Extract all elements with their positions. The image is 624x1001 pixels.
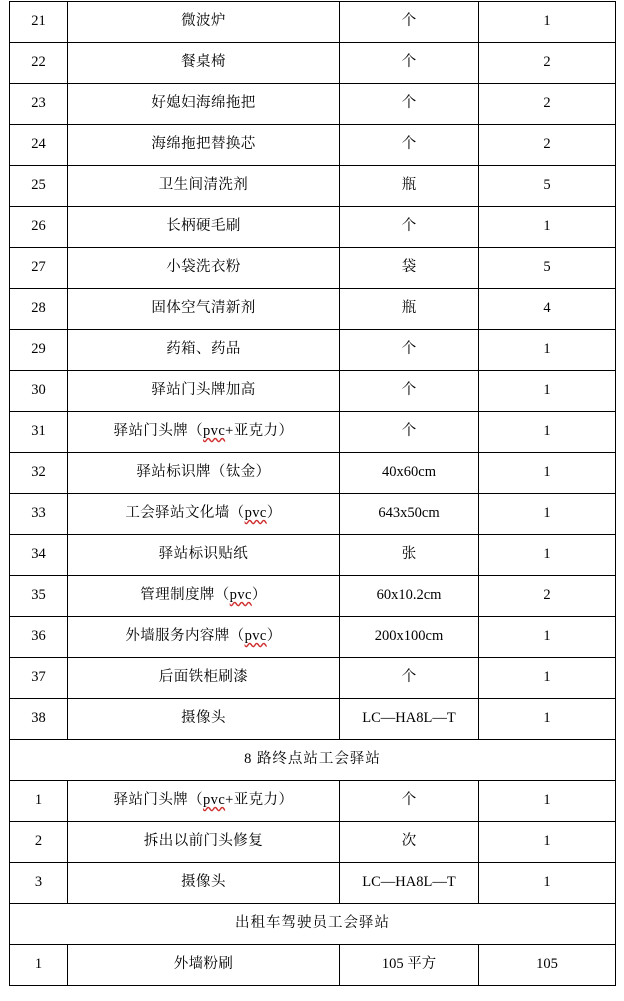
table-row (10, 494, 616, 535)
table-row (10, 289, 616, 330)
cell-name: 卫生间清洗剂 (68, 166, 340, 207)
cell-unit: 个 (340, 330, 479, 371)
cell-name: 后面铁柜刷漆 (68, 658, 340, 699)
cell-qty: 1 (479, 535, 616, 576)
cell-name: 药箱、药品 (68, 330, 340, 371)
cell-name: 摄像头 (68, 863, 340, 904)
cell-qty: 105 (479, 945, 616, 986)
table-row (10, 371, 616, 412)
cell-no: 3 (10, 863, 68, 904)
cell-name: 驿站门头牌加高 (68, 371, 340, 412)
cell-no: 24 (10, 125, 68, 166)
table-row (10, 84, 616, 125)
cell-unit: 个 (340, 371, 479, 412)
table-row (10, 43, 616, 84)
cell-qty: 1 (479, 330, 616, 371)
section-title: 8 路终点站工会驿站 (10, 740, 616, 781)
cell-qty: 5 (479, 248, 616, 289)
cell-name: 管理制度牌（pvc） (68, 576, 340, 617)
table-row (10, 248, 616, 289)
section-title: 出租车驾驶员工会驿站 (10, 904, 616, 945)
table-row (10, 658, 616, 699)
cell-no: 21 (10, 2, 68, 43)
table-row (10, 863, 616, 904)
cell-qty: 1 (479, 617, 616, 658)
table-row (10, 576, 616, 617)
table-row (10, 166, 616, 207)
cell-unit: 个 (340, 84, 479, 125)
cell-no: 28 (10, 289, 68, 330)
cell-no: 1 (10, 781, 68, 822)
cell-unit: 40x60cm (340, 453, 479, 494)
cell-name: 长柄硬毛刷 (68, 207, 340, 248)
cell-no: 23 (10, 84, 68, 125)
cell-name: 外墙粉刷 (68, 945, 340, 986)
cell-no: 25 (10, 166, 68, 207)
cell-name: 工会驿站文化墙（pvc） (68, 494, 340, 535)
cell-name: 微波炉 (68, 2, 340, 43)
table-row (10, 453, 616, 494)
cell-qty: 2 (479, 576, 616, 617)
document-page (0, 1, 624, 1001)
cell-qty: 1 (479, 453, 616, 494)
cell-unit: 60x10.2cm (340, 576, 479, 617)
table-row (10, 822, 616, 863)
cell-unit: 个 (340, 412, 479, 453)
cell-qty: 2 (479, 43, 616, 84)
cell-unit: 105 平方 (340, 945, 479, 986)
cell-qty: 1 (479, 863, 616, 904)
cell-no: 36 (10, 617, 68, 658)
table-row (10, 412, 616, 453)
cell-no: 37 (10, 658, 68, 699)
cell-no: 31 (10, 412, 68, 453)
table-body (10, 2, 616, 986)
cell-qty: 4 (479, 289, 616, 330)
cell-name: 外墙服务内容牌（pvc） (68, 617, 340, 658)
table-row (10, 330, 616, 371)
table-section-row (10, 740, 616, 781)
cell-no: 34 (10, 535, 68, 576)
cell-no: 1 (10, 945, 68, 986)
cell-unit: 个 (340, 125, 479, 166)
cell-unit: 瓶 (340, 289, 479, 330)
cell-name: 摄像头 (68, 699, 340, 740)
cell-qty: 2 (479, 125, 616, 166)
table-row (10, 2, 616, 43)
cell-qty: 1 (479, 2, 616, 43)
cell-no: 33 (10, 494, 68, 535)
cell-qty: 1 (479, 699, 616, 740)
cell-no: 38 (10, 699, 68, 740)
cell-unit: 个 (340, 658, 479, 699)
table-row (10, 699, 616, 740)
cell-unit: 643x50cm (340, 494, 479, 535)
cell-unit: 袋 (340, 248, 479, 289)
cell-qty: 1 (479, 658, 616, 699)
cell-name: 好媳妇海绵拖把 (68, 84, 340, 125)
inventory-table (9, 1, 616, 986)
cell-unit: 个 (340, 207, 479, 248)
table-row (10, 617, 616, 658)
cell-qty: 1 (479, 822, 616, 863)
cell-no: 32 (10, 453, 68, 494)
cell-no: 30 (10, 371, 68, 412)
cell-unit: 200x100cm (340, 617, 479, 658)
table-row (10, 207, 616, 248)
cell-qty: 1 (479, 371, 616, 412)
cell-qty: 1 (479, 494, 616, 535)
cell-unit: 个 (340, 781, 479, 822)
cell-unit: LC—HA8L—T (340, 863, 479, 904)
cell-no: 35 (10, 576, 68, 617)
cell-name: 驿站标识贴纸 (68, 535, 340, 576)
cell-name: 拆出以前门头修复 (68, 822, 340, 863)
cell-name: 固体空气清新剂 (68, 289, 340, 330)
cell-unit: 瓶 (340, 166, 479, 207)
table-section-row (10, 904, 616, 945)
cell-qty: 1 (479, 412, 616, 453)
cell-qty: 2 (479, 84, 616, 125)
cell-no: 27 (10, 248, 68, 289)
table-row (10, 781, 616, 822)
table-row (10, 945, 616, 986)
cell-name: 驿站标识牌（钛金） (68, 453, 340, 494)
cell-qty: 5 (479, 166, 616, 207)
cell-qty: 1 (479, 207, 616, 248)
cell-unit: 个 (340, 43, 479, 84)
cell-unit: LC—HA8L—T (340, 699, 479, 740)
table-row (10, 125, 616, 166)
cell-no: 22 (10, 43, 68, 84)
cell-name: 海绵拖把替换芯 (68, 125, 340, 166)
cell-unit: 个 (340, 2, 479, 43)
cell-unit: 张 (340, 535, 479, 576)
cell-name: 驿站门头牌（pvc+亚克力） (68, 412, 340, 453)
cell-name: 餐桌椅 (68, 43, 340, 84)
cell-no: 26 (10, 207, 68, 248)
cell-no: 2 (10, 822, 68, 863)
cell-name: 驿站门头牌（pvc+亚克力） (68, 781, 340, 822)
cell-name: 小袋洗衣粉 (68, 248, 340, 289)
cell-unit: 次 (340, 822, 479, 863)
table-row (10, 535, 616, 576)
cell-no: 29 (10, 330, 68, 371)
cell-qty: 1 (479, 781, 616, 822)
